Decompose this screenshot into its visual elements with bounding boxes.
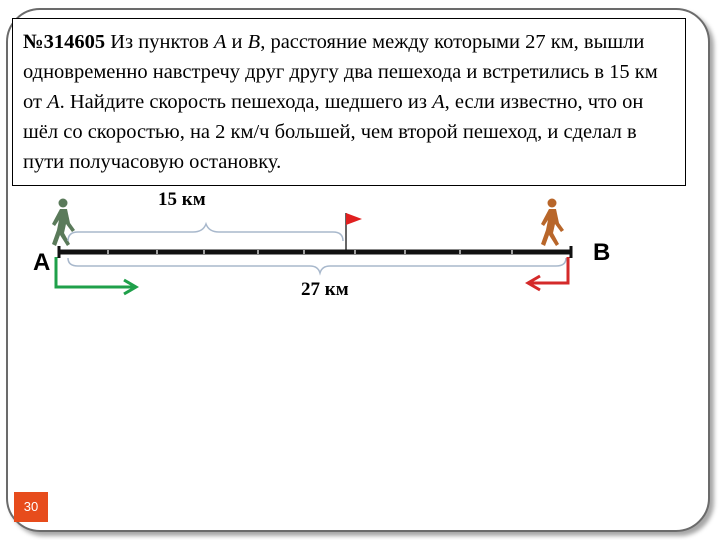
direction-arrow-b-icon xyxy=(528,257,568,290)
direction-arrow-a-icon xyxy=(56,257,136,294)
point-b-ref: B xyxy=(247,31,261,53)
problem-text-part: Из пунктов xyxy=(105,31,214,53)
problem-text-part: , расстояние между которыми 27 км, вышли одновременно навстречу друг другу два пешехода и встретились в 15 км от xyxy=(23,31,658,113)
point-a-ref: A xyxy=(47,91,60,113)
meeting-distance-brace xyxy=(68,224,343,241)
page-number-badge: 30 xyxy=(14,492,48,522)
point-a-label: A xyxy=(33,249,51,276)
problem-number: №314605 xyxy=(23,31,106,53)
point-b-label: B xyxy=(593,239,611,266)
total-distance-label: 27 км xyxy=(301,279,349,300)
point-a-ref: A xyxy=(213,31,227,53)
problem-text-part: . Найдите скорость пешехода, шедшего из xyxy=(59,91,433,113)
point-a-ref: A xyxy=(432,91,445,113)
walker-b-icon xyxy=(541,199,564,247)
flag-icon xyxy=(346,213,362,250)
walker-a-icon xyxy=(52,199,75,247)
total-distance-brace xyxy=(68,258,566,273)
meeting-distance-label: 15 км xyxy=(158,189,206,210)
problem-text-part: , если известно, что он шёл со скоростью, на 2 км/ч большей, чем второй пешеход, и сделал в пути получасовую остановку. xyxy=(23,91,644,173)
problem-text-part: и xyxy=(226,31,248,53)
